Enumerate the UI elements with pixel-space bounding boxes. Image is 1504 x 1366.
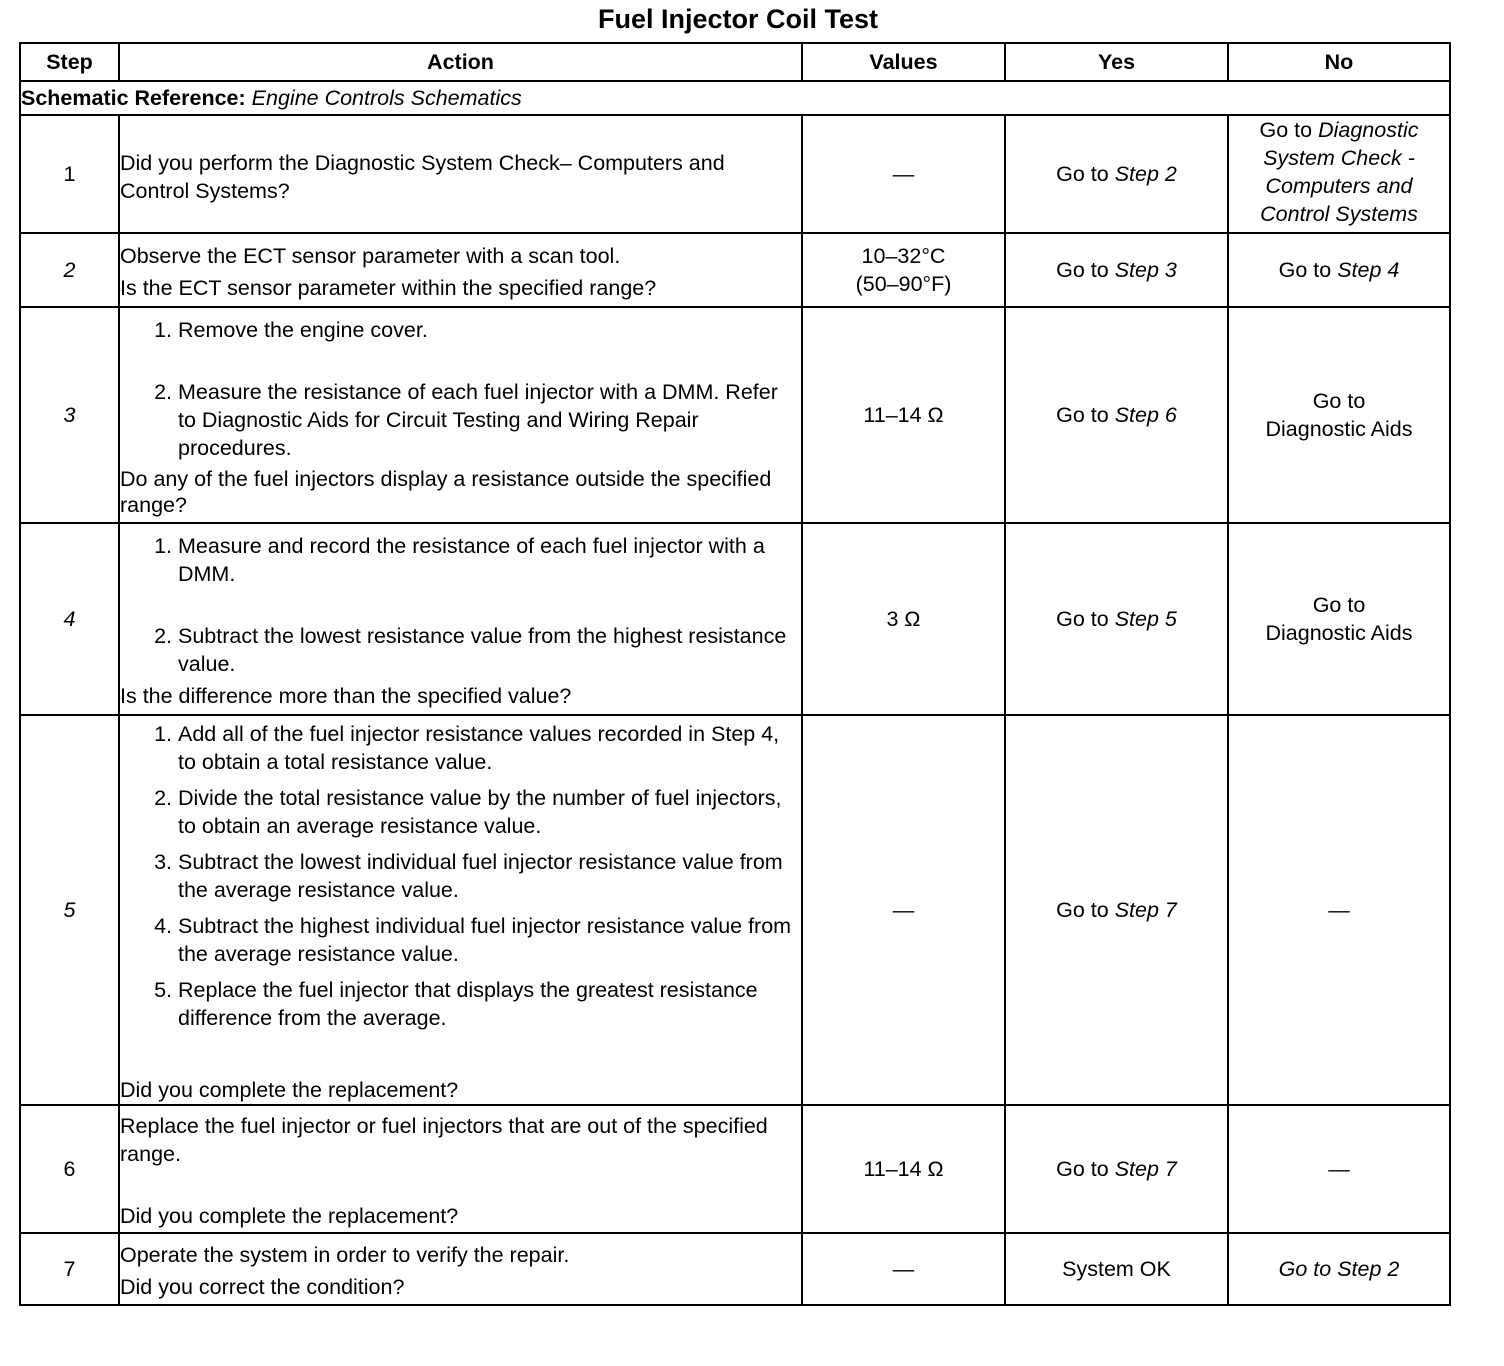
header-no: No [1228,43,1450,81]
yes-cell: System OK [1005,1233,1228,1305]
yes-link[interactable]: Step 3 [1114,258,1177,282]
no-text: Go to [1259,118,1313,142]
action-question: Did you correct the condition? [120,1275,405,1299]
no-cell: — [1228,715,1450,1105]
table-row [20,1233,1450,1305]
list-item: 5. Replace the fuel injector that displays the greatest resistance difference from the average. [178,976,801,1032]
list-item: 4. Subtract the highest individual fuel injector resistance value from the average resistance value. [178,912,801,968]
header-step: Step [20,43,119,81]
list-item: 1. Add all of the fuel injector resistance values recorded in Step 4, to obtain a total resistance value. [178,720,801,776]
action-question: Did you complete the replacement? [120,1204,459,1228]
yes-text: Go to [1056,258,1109,282]
yes-text: Go to [1056,403,1109,427]
no-text: Go to [1278,258,1332,282]
action-list [120,720,801,1032]
step-number: 6 [20,1105,119,1233]
spacer [120,1032,801,1076]
diagnostic-table [19,42,1451,1306]
yes-text: Go to [1056,1157,1109,1181]
yes-link[interactable]: Step 5 [1114,607,1177,631]
yes-link[interactable]: Step 2 [1114,162,1177,186]
value-line: (50–90°F) [855,272,952,296]
yes-text: Go to [1056,607,1109,631]
schematic-row [20,81,1450,115]
value-cell: 3 Ω [802,523,1005,715]
table-row [20,115,1450,233]
yes-text: Go to [1056,162,1109,186]
no-link[interactable]: Go to Step 2 [1278,1257,1400,1281]
action-question: Is the ECT sensor parameter within the specified range? [120,276,657,300]
value-cell: — [802,115,1005,233]
no-cell: — [1228,1105,1450,1233]
action-text: Replace the fuel injector or fuel injectors that are out of the specified range. [120,1114,768,1166]
step-number: 3 [20,307,119,523]
step-number: 4 [20,523,119,715]
list-spacer [178,344,801,378]
list-item: 2. Divide the total resistance value by the number of fuel injectors, to obtain an average resistance value. [178,784,801,840]
table-row [20,715,1450,1105]
schematic-label: Schematic Reference: [21,86,246,110]
list-item: 1. Remove the engine cover. [178,316,801,344]
list-item: 1. Measure and record the resistance of each fuel injector with a DMM. [178,532,801,588]
value-cell: 11–14 Ω [802,1105,1005,1233]
list-item: 3. Subtract the lowest individual fuel injector resistance value from the average resistance value. [178,848,801,904]
action-list [120,532,801,678]
yes-link[interactable]: Step 7 [1114,898,1177,922]
value-line: 10–32°C [861,244,946,268]
action-text: Operate the system in order to verify the repair. [120,1243,570,1267]
header-yes: Yes [1005,43,1228,81]
yes-link[interactable]: Step 6 [1114,403,1177,427]
action-text: Did you perform the Diagnostic System Check– Computers and Control Systems? [120,151,725,203]
table-row [20,307,1450,523]
list-item: 2. Subtract the lowest resistance value from the highest resistance value. [178,622,801,678]
value-cell: — [802,715,1005,1105]
spacer [120,1168,801,1202]
list-item: 2. Measure the resistance of each fuel injector with a DMM. Refer to Diagnostic Aids for Circuit Testing and Wiring Repair procedures. [178,378,801,462]
no-text: Go to [1312,593,1366,617]
header-action: Action [119,43,802,81]
value-cell: — [802,1233,1005,1305]
no-link[interactable]: Diagnostic System Check - Computers and Control Systems [1260,118,1419,226]
yes-text: Go to [1056,898,1109,922]
no-link[interactable]: Diagnostic Aids [1265,621,1413,645]
step-number: 5 [20,715,119,1105]
yes-link[interactable]: Step 7 [1114,1157,1177,1181]
no-link[interactable]: Diagnostic Aids [1265,417,1413,441]
action-question: Is the difference more than the specified value? [120,684,572,708]
action-text: Observe the ECT sensor parameter with a scan tool. [120,244,621,268]
action-question: Do any of the fuel injectors display a resistance outside the specified range? [120,467,772,517]
step-number: 2 [20,233,119,307]
no-text: Go to [1312,389,1366,413]
action-list [120,316,801,462]
page-title: Fuel Injector Coil Test [597,4,879,34]
schematic-link[interactable]: Engine Controls Schematics [251,86,522,110]
list-spacer [178,588,801,622]
step-number: 1 [20,115,119,233]
table-row [20,1105,1450,1233]
header-values: Values [802,43,1005,81]
action-question: Did you complete the replacement? [120,1078,459,1102]
table-row [20,523,1450,715]
table-row [20,233,1450,307]
step-number: 7 [20,1233,119,1305]
header-row [20,43,1450,81]
no-link[interactable]: Step 4 [1337,258,1400,282]
value-cell: 11–14 Ω [802,307,1005,523]
